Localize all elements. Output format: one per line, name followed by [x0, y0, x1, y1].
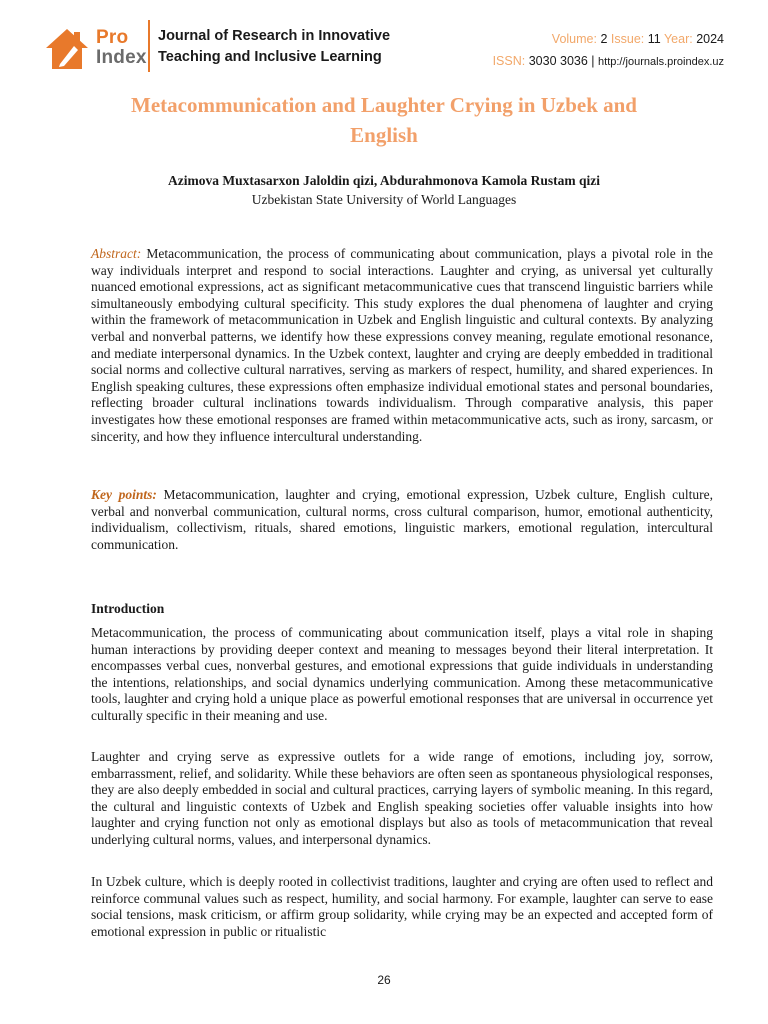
proindex-logo — [44, 22, 152, 74]
issue-meta — [493, 28, 724, 73]
journal-title-line2: Teaching and Inclusive Learning — [158, 49, 382, 65]
year-label: Year: — [663, 32, 693, 46]
volume-value: 2 — [600, 32, 608, 46]
article-title-line1: Metacommunication and Laughter Crying in Uzbek and — [131, 93, 637, 117]
article-title-line2: English — [350, 123, 418, 147]
volume-label: Volume: — [551, 32, 597, 46]
issn-line — [493, 50, 724, 73]
issue-label: Issue: — [610, 32, 645, 46]
issn-separator: | — [591, 54, 595, 68]
journal-title — [158, 26, 390, 68]
volume-issue-year — [493, 28, 724, 50]
abstract-label: Abstract: — [91, 246, 142, 261]
paragraph: Laughter and crying serve as expressive outlets for a wide range of emotions, including joy, sorrow, embarrassment, relief, and solidarity. While these behaviors are often seen as spontaneous physiological responses, they are also deeply embedded in social and cultural practices, carrying layers of symbolic meaning. In this regard, the cultural and linguistic contexts of Uzbek and English speaking societies offer valuable insights into how laughter and crying function not only as emotional displays but also as tools of metacommunication that reveal underlying cultural norms, values, and interpersonal dynamics. — [91, 749, 713, 847]
key-points — [91, 487, 713, 553]
issue-value: 11 — [647, 32, 661, 46]
journal-title-line1: Journal of Research in Innovative — [158, 28, 391, 44]
logo-wordmark — [96, 28, 147, 68]
keypoints-label: Key points: — [91, 487, 157, 502]
header-divider — [148, 20, 150, 72]
house-pen-icon — [44, 26, 90, 72]
issn-value: 3030 3036 — [528, 54, 588, 68]
logo-line1: Pro — [96, 27, 129, 48]
journal-url[interactable]: http://journals.proindex.uz — [598, 56, 724, 68]
abstract — [91, 246, 713, 445]
year-value: 2024 — [696, 32, 724, 46]
abstract-text: Metacommunication, the process of communicating about communication, plays a pivotal role in the way individuals interpret and respond to social interactions. Laughter and crying, as universal yet culturally nuanced emotional expressions, act as significant metacommunicative cues that transcend linguistic barriers while simultaneously embodying cultural specificity. This study explores the dual phenomena of laughter and crying within the framework of metacommunication in Uzbek and English linguistic and cultural contexts. By analyzing verbal and nonverbal patterns, we identify how these expressions convey meaning, regulate emotional resonance, and mediate interpersonal dynamics. In the Uzbek context, laughter and crying are deeply embedded in traditional social norms and collective cultural narratives, serving as markers of respect, humility, and shared experiences. In English speaking cultures, these expressions often emphasize individual emotional states and personal boundaries, reflecting broader cultural inclinations towards individualism. Through comparative analysis, this paper investigates how these emotional responses are framed within metacommunicative acts, such as irony, sarcasm, or sincerity, and how they influence intercultural understanding. — [91, 246, 714, 444]
section-heading-introduction: Introduction — [91, 601, 165, 616]
affiliation: Uzbekistan State University of World Languages — [251, 192, 517, 207]
paragraph: In Uzbek culture, which is deeply rooted in collectivist traditions, laughter and crying are often used to reflect and reinforce communal values such as respect, humility, and social harmony. For example, laughter can serve to ease social tensions, mask criticism, or affirm group solidarity, while crying may be an expected and accepted form of emotional expression in public or ritualistic — [91, 874, 713, 939]
page-header — [44, 18, 724, 78]
logo-line2: Index — [96, 47, 147, 68]
authors: Azimova Muxtasarxon Jaloldin qizi, Abdurahmonova Kamola Rustam qizi — [167, 173, 601, 188]
article-title — [84, 90, 684, 150]
issn-label: ISSN: — [492, 54, 526, 68]
keypoints-text: Metacommunication, laughter and crying, emotional expression, Uzbek culture, English culture, verbal and nonverbal communication, cultural norms, cross cultural comparison, humor, emotional authenticity, individualism, collectivism, rituals, shared emotions, linguistic markers, emotional regulation, intercultural communication. — [91, 487, 714, 552]
page-number: 26 — [377, 973, 391, 987]
paragraph: Metacommunication, the process of communicating about communication itself, plays a vital role in shaping human interactions by providing deeper context and meaning to messages beyond their literal interpretation. It encompasses verbal cues, nonverbal gestures, and emotional expressions that guide individuals in understanding the intentions, relationships, and social dynamics underlying communication. Among these metacommunicative tools, laughter and crying hold a unique place as powerful emotional responses that are universal in occurrence yet culturally specific in their meaning and use. — [91, 625, 713, 723]
